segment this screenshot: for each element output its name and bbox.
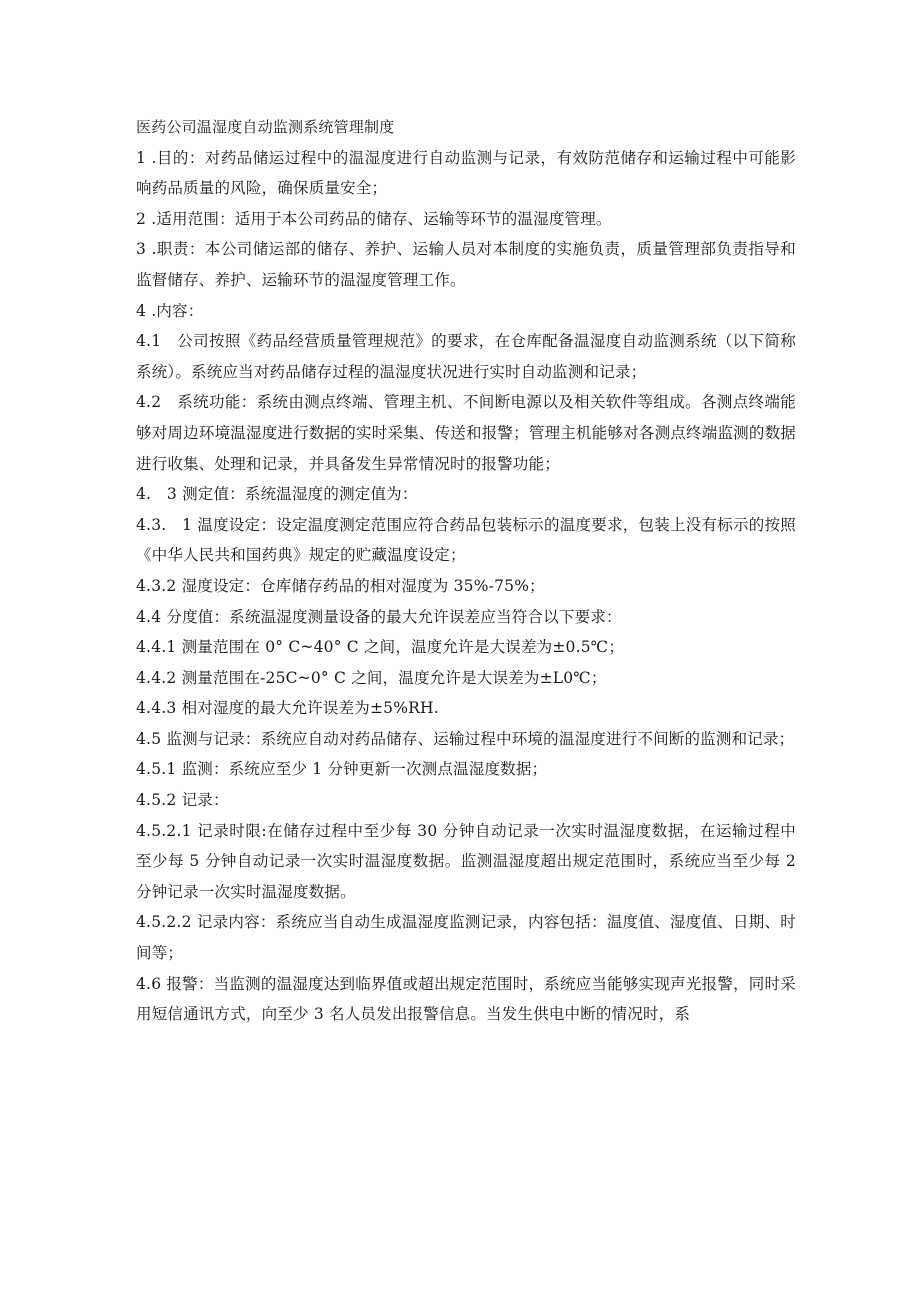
paragraph-4-4-2: 4.4.2 测量范围在-25C~0° C 之间，温度允许是大误差为±L0℃；	[136, 668, 607, 687]
paragraph-purpose: 1 .目的：对药品储运过程中的温湿度进行自动监测与记录，有效防范储存和运输过程中可能影响药品质量的风险，确保质量安全；	[136, 148, 796, 198]
paragraph-4-4-3: 4.4.3 相对湿度的最大允许误差为±5%RH.	[136, 699, 439, 718]
paragraph-4-5: 4.5 监测与记录：系统应自动对药品储存、运输过程中环境的温湿度进行不间断的监测和记录；	[136, 729, 795, 748]
paragraph-4-4-1: 4.4.1 测量范围在 0° C~40° C 之间，温度允许是大误差为±0.5℃；	[136, 638, 625, 657]
paragraph-4-1: 4.1 公司按照《药品经营质量管理规范》的要求，在仓库配备温湿度自动监测系统（以下简称系统）。系统应当对药品储存过程的温湿度状况进行实时自动监测和记录；	[136, 332, 796, 381]
paragraph-4-3: 4. 3 测定值：系统温湿度的测定值为：	[136, 485, 418, 504]
paragraph-scope: 2 .适用范围：适用于本公司药品的储存、运输等环节的温湿度管理。	[136, 209, 612, 228]
paragraph-4-5-2: 4.5.2 记录：	[136, 791, 229, 810]
paragraph-responsibility: 3 .职责：本公司储运部的储存、养护、运输人员对本制度的实施负责，质量管理部负责指导和监督储存、养护、运输环节的温湿度管理工作。	[136, 240, 796, 289]
paragraph-4-3-1: 4.3. 1 温度设定：设定温度测定范围应符合药品包装标示的温度要求，包装上没有标示的按照《中华人民共和国药典》规定的贮藏温度设定；	[136, 515, 796, 565]
paragraph-4-3-2: 4.3.2 湿度设定：仓库储存药品的相对湿度为 35%-75%；	[136, 576, 545, 595]
paragraph-4-4: 4.4 分度值：系统温湿度测量设备的最大允许误差应当符合以下要求：	[136, 607, 622, 626]
paragraph-content-heading: 4 .内容：	[136, 301, 204, 320]
document-title: 医药公司温湿度自动监测系统管理制度	[136, 118, 395, 136]
paragraph-4-5-2-1: 4.5.2.1 记录时限:在储存过程中至少每 30 分钟自动记录一次实时温湿度数据，在运输过程中至少每 5 分钟自动记录一次实时温湿度数据。监测温湿度超出规定范围时，系统应当至少每 2 分钟记录一次实时温湿度数据。	[136, 821, 796, 901]
document-body	[136, 112, 796, 1030]
paragraph-4-2: 4.2 系统功能：系统由测点终端、管理主机、不间断电源以及相关软件等组成。各测点终端能够对周边环境温湿度进行数据的实时采集、传送和报警；管理主机能够对各测点终端监测的数据进行收集、处理和记录，并具备发生异常情况时的报警功能；	[136, 393, 796, 473]
paragraph-4-5-2-2: 4.5.2.2 记录内容：系统应当自动生成温湿度监测记录，内容包括：温度值、湿度值、日期、时间等；	[136, 913, 796, 963]
paragraph-4-6: 4.6 报警：当监测的温湿度达到临界值或超出规定范围时，系统应当能够实现声光报警，同时采用短信通讯方式，向至少 3 名人员发出报警信息。当发生供电中断的情况时，系	[136, 974, 796, 1024]
paragraph-4-5-1: 4.5.1 监测：系统应至少 1 分钟更新一次测点温湿度数据；	[136, 760, 548, 779]
